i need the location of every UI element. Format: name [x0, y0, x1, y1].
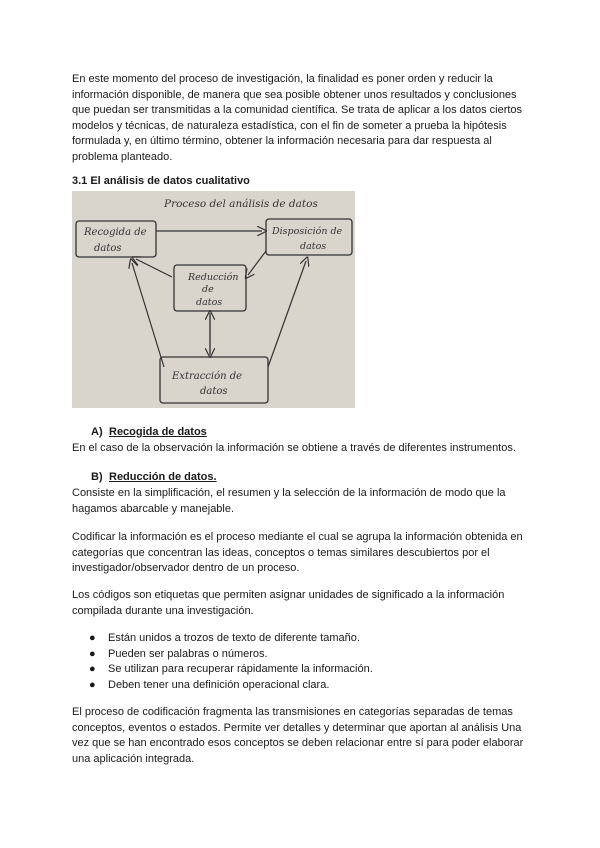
bullet-icon: ● [89, 663, 96, 675]
svg-text:datos: datos [200, 386, 228, 397]
bullet-icon: ● [89, 678, 96, 691]
list-item: ● Están unidos a trozos de texto de diferente tamaño. [86, 631, 526, 647]
diagram-drawing [72, 191, 355, 408]
svg-text:Disposición de: Disposición de [272, 226, 343, 237]
final-paragraph: El proceso de codificación fragmenta las transmisiones en categorías separadas de temas conceptos, eventos o estados. Permite ver detalles y determinar que aportan al análisis Una vez que se han encontrado esos conceptos se deben relacionar entre sí para poder elaborar una aplicación integrada. [72, 706, 524, 765]
list-item: ● Pueden ser palabras o números. [86, 647, 526, 663]
svg-text:datos: datos [300, 241, 327, 252]
diagram-title: Proceso del análisis de datos [164, 198, 318, 210]
subheading-a: A) Recogida de datos [91, 426, 207, 438]
svg-text:Extracción de: Extracción de [172, 371, 243, 382]
paragraph-b1: Consiste en la simplificación, el resumen y la selección de la información de modo que la hagamos abarcable y manejable. [72, 487, 506, 515]
list-item: ● Se utilizan para recuperar rápidamente la información. [86, 662, 526, 678]
paragraph-b3: Los códigos son etiquetas que permiten asignar unidades de significado a la información compilada durante una investigación. [72, 589, 505, 617]
bullet-icon: ● [89, 647, 96, 660]
list-item: ● Deben tener una definición operacional clara. [86, 678, 526, 694]
paragraph-b2: Codificar la información es el proceso mediante el cual se agrupa la información obtenida en categorías que concentran las ideas, conceptos o temas similares descubiertos por el investigador/observador dentro de un proceso. [72, 531, 523, 574]
bullet-icon: ● [89, 632, 96, 644]
svg-text:Recogida de: Recogida de [84, 227, 147, 238]
diagram-photo [72, 191, 355, 408]
subheading-b: B) Reducción de datos. [91, 471, 217, 483]
svg-text:de: de [202, 284, 214, 295]
svg-text:Reducción: Reducción [188, 272, 239, 283]
svg-text:datos: datos [94, 243, 122, 254]
svg-text:datos: datos [196, 297, 223, 308]
intro-paragraph: En este momento del proceso de investigación, la finalidad es poner orden y reducir la información disponible, de manera que sea posible obtener unos resultados y conclusiones que puedan ser transmitidas a la comunidad científica. Se trata de aplicar a los datos ciertos modelos y técnicas, de naturaleza estadística, con el fin de someter a prueba la hipótesis formulada y, en último término, obtener la información necesaria para dar respuesta al problema planteado. [72, 73, 523, 163]
bullet-list [86, 631, 526, 693]
section-heading: 3.1 El análisis de datos cualitativo [72, 175, 250, 187]
paragraph-a: En el caso de la observación la información se obtiene a través de diferentes instrumentos. [72, 442, 516, 454]
